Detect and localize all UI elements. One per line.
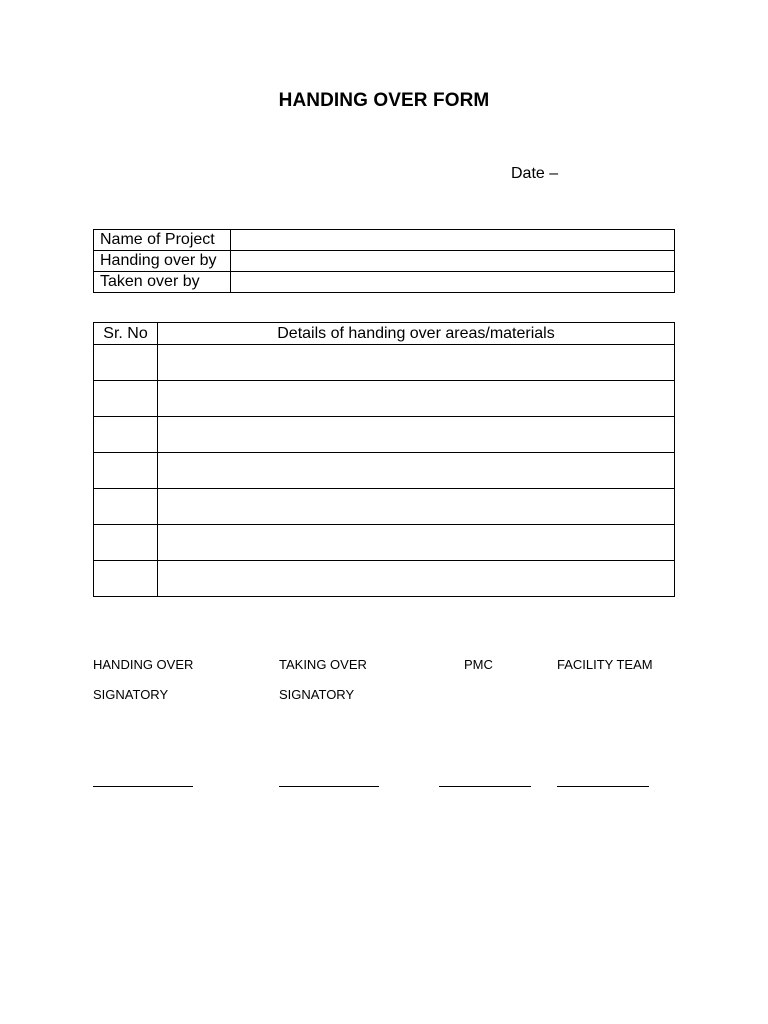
taking-over-signatory-label-1: TAKING OVER	[279, 657, 367, 672]
table-row	[94, 230, 675, 251]
table-row	[94, 453, 675, 489]
handing-over-signature-line[interactable]	[93, 786, 193, 787]
page-title: HANDING OVER FORM	[278, 90, 490, 111]
facility-team-signature-line[interactable]	[557, 786, 649, 787]
project-name-label: Name of Project	[94, 230, 231, 251]
date-label: Date –	[511, 165, 559, 182]
sr-no-header: Sr. No	[94, 323, 158, 345]
sr-no-cell[interactable]	[94, 561, 158, 597]
table-row	[94, 345, 675, 381]
sr-no-cell[interactable]	[94, 381, 158, 417]
sr-no-cell[interactable]	[94, 489, 158, 525]
table-row	[94, 417, 675, 453]
details-cell[interactable]	[158, 345, 675, 381]
details-header: Details of handing over areas/materials	[158, 323, 675, 345]
taken-over-by-label: Taken over by	[94, 272, 231, 293]
details-cell[interactable]	[158, 561, 675, 597]
sr-no-cell[interactable]	[94, 453, 158, 489]
taking-over-signature-line[interactable]	[279, 786, 379, 787]
details-cell[interactable]	[158, 525, 675, 561]
table-row	[94, 272, 675, 293]
sr-no-cell[interactable]	[94, 525, 158, 561]
handing-over-by-label: Handing over by	[94, 251, 231, 272]
table-row	[94, 251, 675, 272]
table-row	[94, 489, 675, 525]
details-cell[interactable]	[158, 489, 675, 525]
details-cell[interactable]	[158, 381, 675, 417]
table-header-row	[94, 323, 675, 345]
handing-over-signatory-label-2: SIGNATORY	[93, 687, 169, 702]
table-row	[94, 381, 675, 417]
taking-over-signatory-label-2: SIGNATORY	[279, 687, 355, 702]
handover-details-table	[93, 322, 675, 597]
pmc-signatory-label: PMC	[464, 657, 493, 672]
handing-over-signatory-label-1: HANDING OVER	[93, 657, 194, 672]
details-cell[interactable]	[158, 453, 675, 489]
details-cell[interactable]	[158, 417, 675, 453]
facility-team-signatory-label: FACILITY TEAM	[557, 657, 653, 672]
table-row	[94, 561, 675, 597]
pmc-signature-line[interactable]	[439, 786, 531, 787]
taken-over-by-field[interactable]	[231, 272, 675, 293]
project-info-table	[93, 229, 675, 293]
project-name-field[interactable]	[231, 230, 675, 251]
sr-no-cell[interactable]	[94, 417, 158, 453]
table-row	[94, 525, 675, 561]
handing-over-by-field[interactable]	[231, 251, 675, 272]
sr-no-cell[interactable]	[94, 345, 158, 381]
